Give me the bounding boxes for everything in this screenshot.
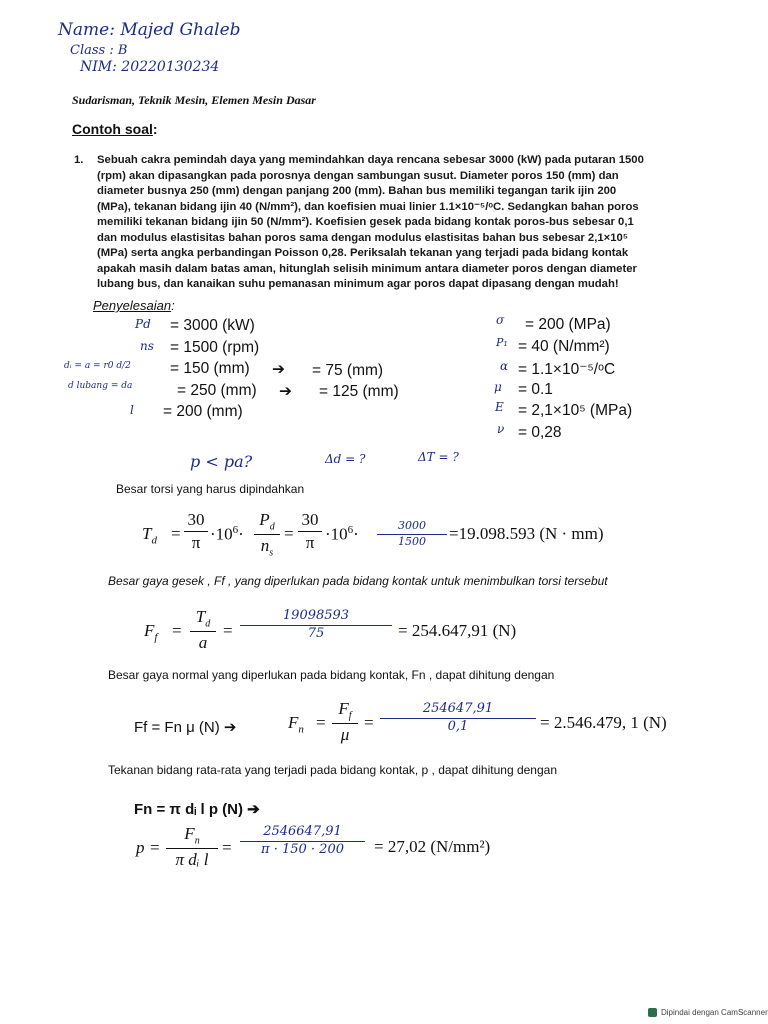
given-hand-nu: ν xyxy=(497,422,505,436)
problem-line: dan modulus elastisitas bahan poros sama dengan modulus elastisitas bahan bus sebesar 2,1×10⁵ xyxy=(97,231,629,244)
section-title: Contoh soal: xyxy=(72,121,158,137)
fraction-ff-mu: $F_f$ μ xyxy=(332,699,358,744)
power-of-ten: $\cdot 10^6\cdot$ xyxy=(325,524,359,544)
given-value-pd: = 3000 (kW) xyxy=(170,317,255,334)
given-hand-pd: Pd xyxy=(135,317,151,331)
handwritten-fraction: 254647,91 0,1 xyxy=(380,702,536,735)
scanner-watermark: Dipindai dengan CamScanner xyxy=(648,1008,768,1017)
equals-sign: = xyxy=(172,621,182,640)
normal-relation: Ff = Fn μ (N) ➔ xyxy=(134,719,237,736)
fraction-pd-ns: $P_d$ $n_s$ xyxy=(254,510,280,559)
fraction-td-a: $T_d$ a xyxy=(190,607,216,652)
problem-line: (rpm) akan dipasangkan pada porosnya dengan sambungan susut. Diameter poros 150 (mm) dan xyxy=(97,169,619,182)
torsi-lhs: $T_d$ xyxy=(142,524,157,547)
given-hand-sigma: σ xyxy=(496,313,505,327)
equals-sign: = xyxy=(316,713,326,732)
unknown-delta-t: ΔT = ? xyxy=(418,450,459,464)
given-result-r: = 125 (mm) xyxy=(319,383,399,400)
student-nim: NIM: 20220130234 xyxy=(80,59,220,75)
fraction-fn-pidl: $F_n$ π dᵢ l xyxy=(166,824,218,869)
given-value-sigma: = 200 (MPa) xyxy=(525,316,611,333)
camscanner-logo-icon xyxy=(648,1008,657,1017)
equals-sign: = xyxy=(171,524,181,543)
given-value-ns: = 1500 (rpm) xyxy=(170,339,260,356)
given-hand-dl: d lubang = da xyxy=(68,381,133,391)
given-value-nu: = 0,28 xyxy=(518,424,562,441)
normal-result: = 2.546.479, 1 (N) xyxy=(540,713,667,732)
normal-label: Besar gaya normal yang diperlukan pada bidang kontak, Fn , dapat dihitung dengan xyxy=(108,668,555,682)
equals-sign: = xyxy=(222,838,232,857)
given-value-l: = 200 (mm) xyxy=(163,403,243,420)
student-class: Class : B xyxy=(70,43,128,58)
normal-lhs: $F_n$ xyxy=(288,713,304,736)
problem-line: memiliki tekanan bidang ijin 50 (N/mm²). Koefisien gesek pada bidang kontak poros-bus sebesar 0,1 xyxy=(97,216,634,228)
torsi-result: =19.098.593 (N · mm) xyxy=(449,524,604,543)
fraction-30-pi: 30 π xyxy=(184,510,208,552)
tekanan-result: = 27,02 (N/mm²) xyxy=(374,837,491,856)
given-hand-mu: μ xyxy=(494,380,502,394)
problem-line: Sebuah cakra pemindah daya yang memindahkan daya rencana sebesar 3000 (kW) pada putaran 1500 xyxy=(97,154,644,166)
handwritten-fraction: 2546647,91 π · 150 · 200 xyxy=(240,825,365,858)
problem-line: (MPa) serta angka perbandingan Poisson 0,28. Periksalah tekanan yang terjadi pada bidang kontak xyxy=(97,247,629,259)
power-of-ten: $\cdot 10^6\cdot$ xyxy=(210,524,244,544)
tekanan-relation: Fn = π dᵢ l p (N) ➔ xyxy=(134,801,260,818)
given-hand-alpha: α xyxy=(500,359,509,373)
given-hand-e: E xyxy=(495,400,504,414)
handwritten-fraction: 19098593 75 xyxy=(240,609,392,642)
solution-title: Penyelesaian: xyxy=(93,298,175,313)
given-result-a: = 75 (mm) xyxy=(312,362,384,379)
tekanan-label: Tekanan bidang rata-rata yang terjadi pada bidang kontak, p , dapat dihitung dengan xyxy=(108,763,558,777)
gesek-result: = 254.647,91 (N) xyxy=(398,621,517,640)
fraction-30-pi: 30 π xyxy=(298,510,322,552)
given-value-e: = 2,1×10⁵ (MPa) xyxy=(518,402,633,419)
given-value-mu: = 0.1 xyxy=(518,381,553,398)
problem-line: diameter busnya 250 (mm) dengan panjang 200 (mm). Bahan bus memiliki tegangan tarik ijin 200 xyxy=(97,185,617,197)
handwritten-fraction: 3000 1500 xyxy=(377,520,447,548)
arrow-icon: ➔ xyxy=(279,383,292,400)
gesek-lhs: $F_f$ xyxy=(144,621,158,644)
given-hand-ns: ns xyxy=(140,339,154,353)
arrow-icon: ➔ xyxy=(272,361,285,378)
equals-sign: = xyxy=(284,524,294,543)
student-name: Name: Majed Ghaleb xyxy=(58,20,241,40)
equals-sign: = xyxy=(150,838,160,857)
equals-sign: = xyxy=(223,621,233,640)
given-value-p1: = 40 (N/mm²) xyxy=(518,338,610,355)
problem-line: (MPa), tekanan bidang ijin 40 (N/mm²), dan koefisien muai linier 1.1×10⁻⁵/ᵒC. Sedangkan bahan poros xyxy=(97,200,639,213)
problem-number: 1. xyxy=(74,154,84,166)
torsi-label: Besar torsi yang harus dipindahkan xyxy=(116,482,305,496)
given-hand-d: dᵢ = a = r0 d/2 xyxy=(64,361,131,371)
given-value-alpha: = 1.1×10⁻⁵/ᵒC xyxy=(518,361,616,378)
given-value-dl: = 250 (mm) xyxy=(177,382,257,399)
given-hand-p1: P₁ xyxy=(496,336,508,349)
problem-line: apakah masih dalam batas aman, hitunglah selisih minimum antara diameter poros dengan diameter xyxy=(97,262,637,275)
unknown-delta-d: Δd = ? xyxy=(325,452,366,466)
unknown-pressure: p < pa? xyxy=(190,452,253,471)
equals-sign: = xyxy=(364,713,374,732)
gesek-label: Besar gaya gesek , Ff , yang diperlukan pada bidang kontak untuk menimbulkan torsi tersebut xyxy=(108,574,608,588)
tekanan-lhs: p xyxy=(136,838,145,857)
book-reference: Sudarisman, Teknik Mesin, Elemen Mesin Dasar xyxy=(72,93,316,107)
given-value-d: = 150 (mm) xyxy=(170,360,250,377)
given-hand-l: l xyxy=(130,403,134,417)
problem-text xyxy=(97,153,732,293)
problem-line: lubang bus, dan kanaikan suhu pemanasan minimum agar poros dapat dipasang dengan mudah! xyxy=(97,278,619,290)
